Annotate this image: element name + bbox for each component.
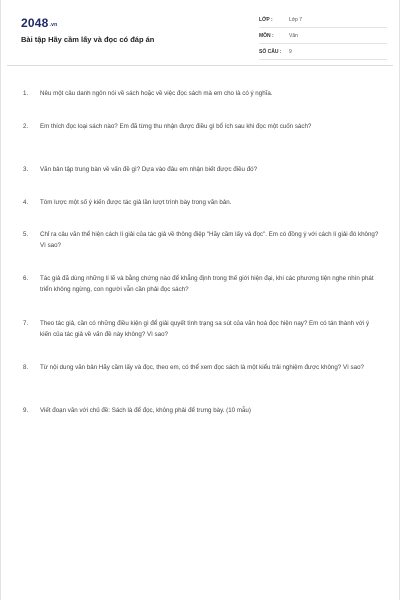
meta-row-count: [259, 44, 387, 60]
question-number: 7.: [23, 320, 29, 327]
question-item: [23, 165, 383, 176]
question-text: Văn bản tập trung bàn về vấn đề gì? Dựa vào đâu em nhận biết được điều đó?: [40, 166, 258, 173]
question-number: 5.: [23, 231, 29, 238]
question-text: Em thích đọc loại sách nào? Em đã từng thu nhận được điều gì bổ ích sau khi đọc một cuốn sách?: [40, 123, 312, 130]
question-number: 1.: [23, 90, 29, 97]
question-text: Tóm lược một số ý kiến được tác giả lần lượt trình bày trong văn bản.: [40, 199, 232, 206]
question-number: 6.: [23, 275, 29, 282]
meta-label: SỐ CÂU :: [259, 48, 282, 55]
question-text: Chỉ ra câu văn thể hiện cách lí giải của tác giả về thông điệp "Hãy cầm lấy và đọc". Em có đồng ý với cách lí giải đó không? Vì sao?: [40, 231, 379, 249]
question-item: [23, 274, 383, 295]
question-number: 4.: [23, 199, 29, 206]
question-text: Tác giả đã dùng những lí lẽ và bằng chứng nào để khẳng định trong thế giới hiện đại, khi các phương tiện nghe nhìn phát triển không ngừng, con người vẫn cần phải đọc sách?: [40, 275, 374, 293]
page-title: Bài tập Hãy cầm lấy và đọc có đáp án: [21, 35, 155, 44]
question-number: 3.: [23, 166, 29, 173]
question-item: [23, 230, 383, 251]
question-item: [23, 89, 383, 100]
question-item: [23, 319, 383, 340]
question-text: Theo tác giả, cần có những điều kiện gì để giải quyết tình trạng sa sút của văn hoá đọc hiện nay? Em có tán thành với ý kiến của tác giả về vấn đề này không? Vì sao?: [40, 320, 370, 338]
question-item: [23, 198, 383, 209]
question-item: [23, 122, 383, 133]
logo-text: 2048: [21, 16, 49, 30]
question-item: [23, 406, 383, 417]
worksheet-header: [7, 0, 393, 66]
meta-row-class: [259, 12, 387, 28]
question-number: 8.: [23, 364, 29, 371]
question-number: 9.: [23, 407, 29, 414]
question-number: 2.: [23, 123, 29, 130]
meta-value: 9: [289, 48, 292, 55]
question-text: Nêu một câu danh ngôn nói về sách hoặc về việc đọc sách mà em cho là có ý nghĩa.: [40, 90, 273, 97]
meta-row-subject: [259, 28, 387, 44]
worksheet-meta: [259, 12, 387, 60]
question-item: [23, 363, 383, 374]
meta-label: MÔN :: [259, 32, 274, 39]
question-text: Từ nội dung văn bản Hãy cầm lấy và đọc, theo em, có thể xem đọc sách là một kiểu trải nghiệm được không? Vì sao?: [40, 364, 364, 371]
meta-label: LỚP :: [259, 16, 273, 23]
logo-suffix: .vn: [49, 22, 58, 28]
question-text: Viết đoạn văn với chủ đề: Sách là để đọc, không phải để trưng bày. (10 mẫu): [40, 407, 251, 414]
site-logo[interactable]: [21, 16, 57, 30]
meta-value: Lớp 7: [289, 16, 303, 23]
meta-value: Văn: [289, 32, 298, 39]
